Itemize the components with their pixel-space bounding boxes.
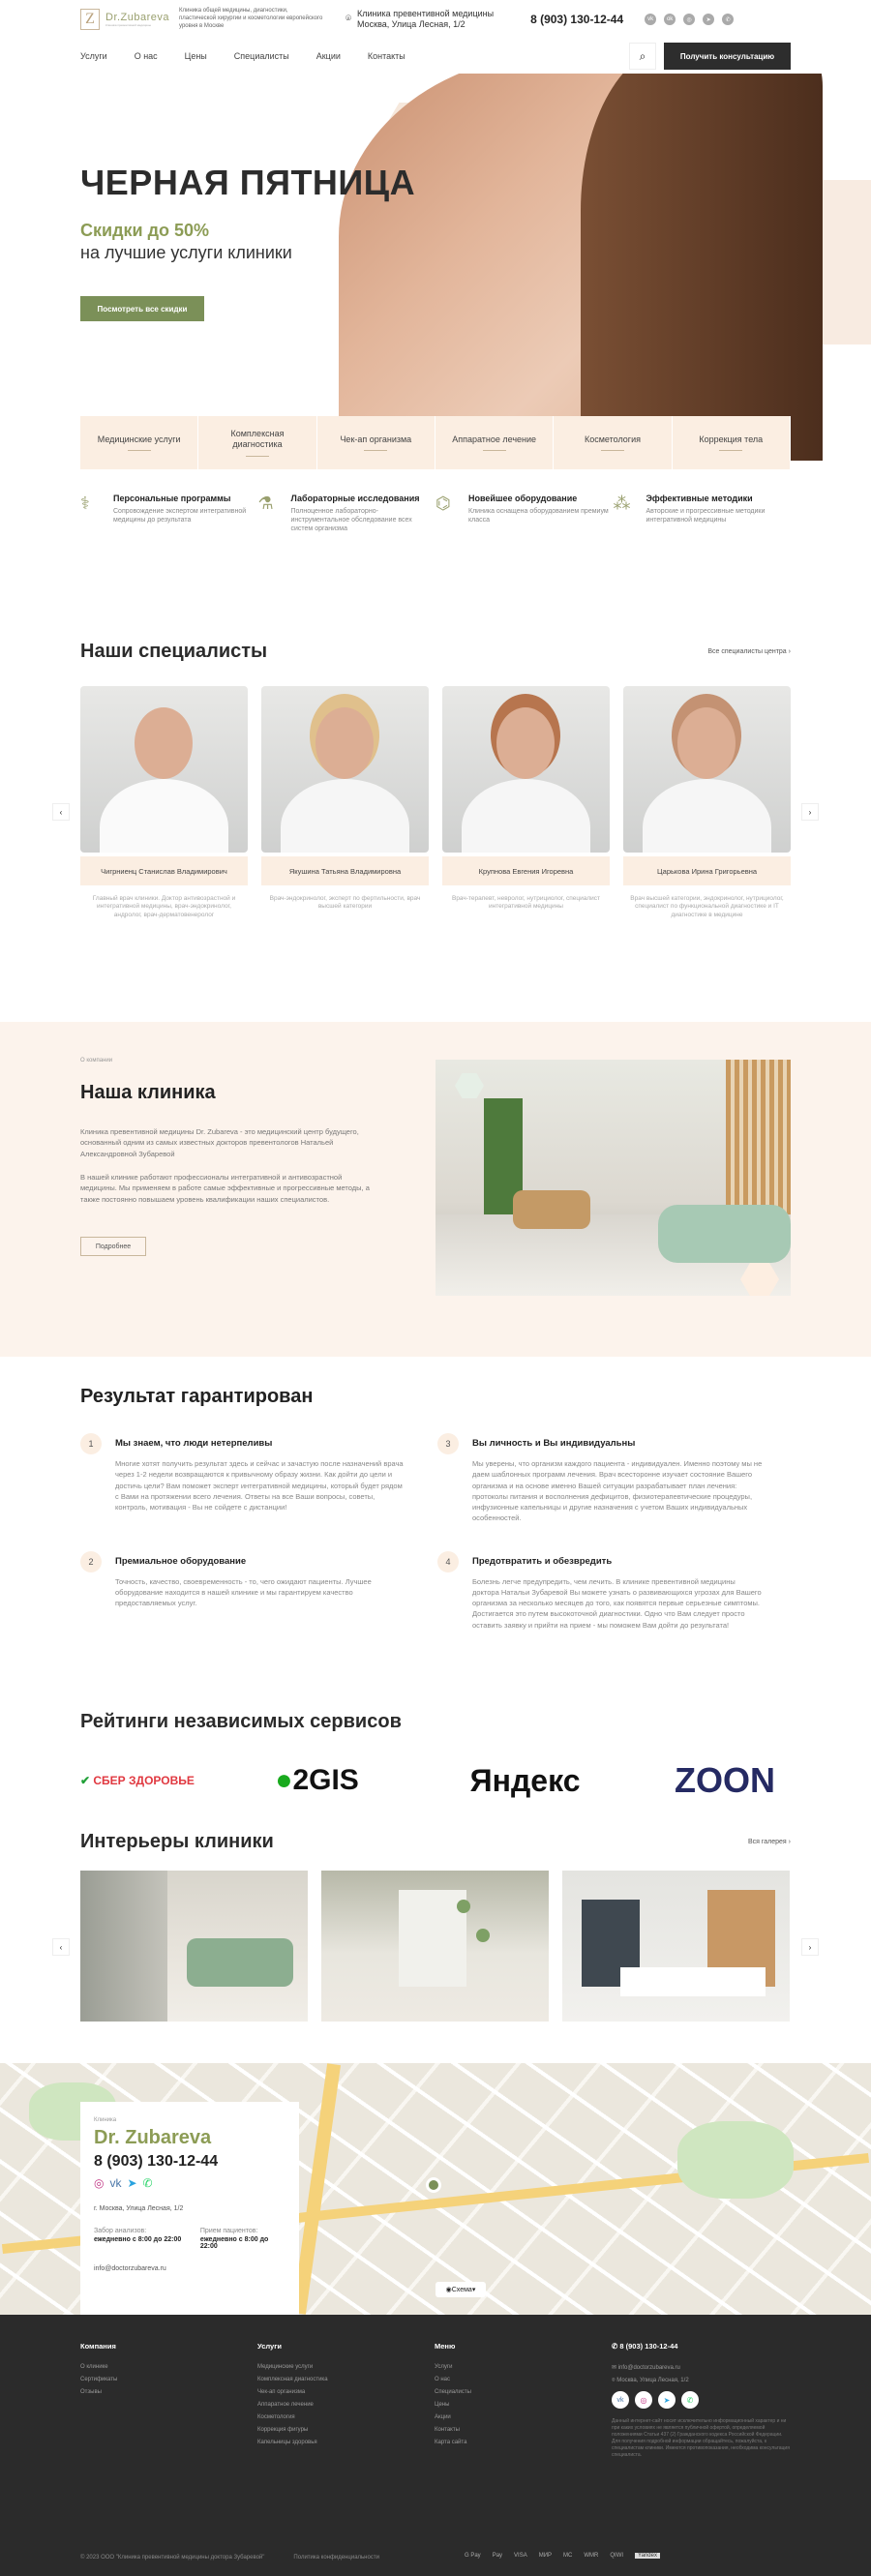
- ratings-title: Рейтинги независимых сервисов: [80, 1711, 402, 1732]
- tile-cosmetology[interactable]: Косметология: [554, 416, 672, 469]
- map-marker-icon[interactable]: [426, 2177, 441, 2193]
- footer: [0, 2315, 871, 2576]
- specialist-desc: Главный врач клиники. Доктор антивозрастной и интегративной медицины, врач-эндокринолог, андролог, врач-дерматовенеролог: [92, 895, 236, 918]
- header: [0, 0, 871, 39]
- feature-item: ⚗ Лабораторные исследования Полноценное лабораторно-инструментальное обследование всех систем организма: [257, 494, 420, 533]
- footer-link[interactable]: Карта сайта: [435, 2440, 467, 2445]
- footer-link[interactable]: Чек-ап организма: [257, 2389, 306, 2395]
- footer-link[interactable]: Специалисты: [435, 2389, 471, 2395]
- contact-pre: Клиника: [94, 2117, 117, 2123]
- nav-services[interactable]: Услуги: [80, 51, 107, 61]
- service-tiles: [80, 416, 791, 469]
- ratings-section: [0, 1676, 871, 1831]
- webmoney-icon: WMR: [584, 2553, 599, 2559]
- interior-photo[interactable]: [321, 1871, 549, 2022]
- features: [0, 461, 871, 577]
- logo-tagline: Клиника превентивной медицины: [105, 23, 152, 27]
- hero-discounts-button[interactable]: Посмотреть все скидки: [80, 296, 204, 321]
- about-title: Наша клиника: [80, 1082, 216, 1103]
- 2gis-logo[interactable]: ●2GIS: [275, 1764, 359, 1796]
- address-line1: Клиника превентивной медицины: [357, 9, 495, 19]
- footer-link[interactable]: Услуги: [435, 2364, 453, 2370]
- instagram-icon[interactable]: ◎: [683, 14, 695, 25]
- about-text2: В нашей клинике работают профессионалы интегративной и антивозрастной медицины. Мы применяем в работе самые эффективные и прогрессивные методы, а также постоянно повышаем уровень квалификации наших специалистов.: [80, 1173, 370, 1204]
- specialist-card[interactable]: [261, 686, 429, 919]
- footer-link[interactable]: Акции: [435, 2414, 451, 2420]
- map[interactable]: [0, 2063, 871, 2315]
- footer-link[interactable]: Комплексная диагностика: [257, 2377, 328, 2382]
- hero-subtitle2: на лучшие услуги клиники: [80, 243, 292, 262]
- result-item: 1 Мы знаем, что люди нетерпеливы Многие хотят получить результат здесь и сейчас и зачастую после назначений врача через 1-2 недели возвращаются к привычному образу жизни. Как дойти до цели и достичь цели? Вам поможет эксперт интегративной медицины, который будет рядом с Вами на протяжении всего лечения. Ответы на все Ваши вопросы, советы, контроль, мотивация - Вы не сойдете с дистанции!: [80, 1433, 434, 1524]
- molecule-icon: ⁂: [613, 494, 631, 513]
- nav-contacts[interactable]: Контакты: [367, 51, 405, 61]
- logo-name: Dr.Zubareva: [105, 12, 170, 23]
- all-specialists-link[interactable]: Все специалисты центра ›: [707, 648, 791, 655]
- interiors-section: [0, 1831, 871, 2063]
- specialist-card[interactable]: [442, 686, 610, 919]
- specialist-name: Якушина Татьяна Владимировна: [261, 856, 429, 885]
- footer-address: ⌾ Москва, Улица Лесная, 1/2: [612, 2378, 689, 2383]
- footer-disclaimer: Данный интернет-сайт носит исключительно информационный характер и ни при каких условиях не является публичной офертой, определяемой положениями Статьи 437 (2) Гражданского кодекса Российской Федерации. Для получения подробной информации обращайтесь, пожалуйста, к специалистам клиники. Имеются противопоказания, необходима консультация специалиста.: [612, 2418, 790, 2458]
- zoon-logo[interactable]: ZOON: [674, 1760, 775, 1800]
- specialist-name: Крупнова Евгения Игоревна: [442, 856, 610, 885]
- logo-mark-icon: Z: [80, 9, 100, 30]
- consultation-button[interactable]: Получить консультацию: [664, 43, 791, 70]
- contact-email[interactable]: info@doctorzubareva.ru: [94, 2265, 166, 2272]
- interior-photo[interactable]: [562, 1871, 790, 2022]
- vk-icon[interactable]: vk: [109, 2176, 122, 2190]
- specialist-desc: Врач-терапевт, невролог, нутрициолог, специалист интегративной медицины: [451, 895, 600, 911]
- location-pin-icon: ⌾: [345, 14, 352, 24]
- mir-icon: МИР: [538, 2553, 553, 2559]
- feature-item: ⌬ Новейшее оборудование Клиника оснащена оборудованием премиум класса: [436, 494, 609, 524]
- doctor-icon: ⚕: [80, 494, 90, 513]
- nav-promos[interactable]: Акции: [315, 51, 341, 61]
- telegram-icon[interactable]: ➤: [658, 2391, 676, 2409]
- nav-specialists[interactable]: Специалисты: [233, 51, 289, 61]
- chevron-right-icon: ›: [808, 807, 812, 817]
- hours-value: ежедневно с 8:00 до 22:00: [199, 2236, 269, 2250]
- about-more-button[interactable]: Подробнее: [80, 1237, 146, 1256]
- tile-body[interactable]: Коррекция тела: [673, 416, 791, 469]
- vk-icon[interactable]: vk: [645, 14, 656, 25]
- result-item: 4 Предотвратить и обезвредить Болезнь легче предупредить, чем лечить. В клинике превентивной медицины доктора Натальи Зубаревой Вы можете узнать о развивающихся угрозах для Вашего организма за несколько месяцев до того, как появятся первые серьезные симптомы. Достигается это путем высокоточной диагностики. Одно что Вам следует просто оставить заявку и прийти на прием - мы поможем Вам дойти до результата!: [437, 1551, 791, 1631]
- carousel-next-button[interactable]: [801, 803, 819, 821]
- footer-col-title: Услуги: [257, 2342, 282, 2351]
- hero-banner: [0, 74, 871, 461]
- about-pre: О компании: [80, 1058, 113, 1063]
- interior-photo[interactable]: [80, 1871, 308, 2022]
- sber-logo[interactable]: ✔ СБЕР ЗДОРОВЬЕ: [80, 1774, 195, 1787]
- instagram-icon[interactable]: ◎: [94, 2176, 105, 2190]
- yandex-logo[interactable]: Яндекс: [469, 1762, 581, 1798]
- footer-col-title: Меню: [435, 2342, 456, 2351]
- specialist-photo: [80, 686, 248, 853]
- footer-socials: [612, 2391, 791, 2409]
- about-clinic: [0, 1022, 871, 1357]
- header-socials: [645, 14, 734, 25]
- contact-phone[interactable]: 8 (903) 130-12-44: [94, 2153, 219, 2170]
- payment-methods: [465, 2553, 660, 2559]
- ok-icon[interactable]: ok: [664, 14, 676, 25]
- hero-title: ЧЕРНАЯ ПЯТНИЦА: [80, 163, 416, 202]
- applepay-icon: Pay: [492, 2553, 503, 2559]
- clinic-photo: [436, 1060, 791, 1296]
- tile-checkup[interactable]: Чек-ап организма: [317, 416, 436, 469]
- gpay-icon: G Pay: [465, 2553, 481, 2559]
- contact-name: Dr. Zubareva: [94, 2127, 212, 2148]
- footer-link[interactable]: Отзывы: [80, 2389, 102, 2395]
- contact-address: г. Москва, Улица Лесная, 1/2: [94, 2205, 184, 2212]
- chevron-left-icon: ‹: [59, 1942, 63, 1952]
- gallery-next-button[interactable]: [801, 1938, 819, 1956]
- hours-value: ежедневно с 8:00 до 22:00: [94, 2236, 182, 2243]
- tile-medical[interactable]: Медицинские услуги: [80, 416, 198, 469]
- tile-hardware[interactable]: Аппаратное лечение: [436, 416, 554, 469]
- result-item: 2 Премиальное оборудование Точность, качество, своевременность - то, чего ожидают пациенты. Лучшее оборудование находится в нашей клинике и мы гарантируем качество предоставляемых услуг.: [80, 1551, 434, 1631]
- gallery-link[interactable]: Вся галерея ›: [747, 1839, 791, 1845]
- results-section: [0, 1357, 871, 1676]
- specialist-photo: [442, 686, 610, 853]
- footer-phone[interactable]: ✆ 8 (903) 130-12-44: [612, 2342, 678, 2351]
- header-phone[interactable]: 8 (903) 130-12-44: [530, 13, 624, 26]
- nav-prices[interactable]: Цены: [184, 51, 207, 61]
- footer-col-title: Компания: [80, 2342, 116, 2351]
- footer-link[interactable]: Медицинские услуги: [257, 2364, 314, 2370]
- specialist-desc: Врач-эндокринолог, эксперт по фертильности, врач высшей категории: [269, 895, 421, 911]
- footer-link[interactable]: Аппаратное лечение: [257, 2402, 314, 2408]
- contact-card: [80, 2102, 299, 2315]
- nav-about[interactable]: О нас: [134, 51, 158, 61]
- qiwi-icon: QIWI: [610, 2553, 624, 2559]
- header-address: [345, 9, 494, 30]
- visa-icon: VISA: [514, 2553, 527, 2559]
- hero-subtitle: Скидки до 50%: [80, 221, 210, 240]
- main-nav: [0, 39, 871, 74]
- result-item: 3 Вы личность и Вы индивидуальны Мы уверены, что организм каждого пациента - индивидуален. Именно поэтому мы не даем шаблонных программ лечения. Врач всесторонне изучает состояние Вашего организма и на основе именно Вашей ситуации разрабатывает план лечения: протоколы питания и восполнения дефицитов, физиотерапевтические процедуры, инфузионные капельницы и другие назначения с учетом Ваших индивидуальных особенностей.: [437, 1433, 791, 1524]
- footer-link[interactable]: Контакты: [435, 2427, 460, 2433]
- specialist-name: Чигрниенц Станислав Владимирович: [80, 856, 248, 885]
- telegram-icon[interactable]: ➤: [127, 2176, 137, 2190]
- instagram-icon[interactable]: ◎: [635, 2391, 652, 2409]
- footer-link[interactable]: Коррекция фигуры: [257, 2427, 309, 2433]
- specialist-desc: Врач высшей категории, эндокринолог, нутрициолог, специалист по функциональной диагностике и IT диагностике в медицине: [630, 895, 784, 918]
- specialists-carousel: [0, 686, 871, 919]
- whatsapp-icon[interactable]: ✆: [681, 2391, 699, 2409]
- copyright: © 2023 ООО "Клиника превентивной медицины доктора Зубаревой": [80, 2555, 265, 2561]
- hours-label: Прием пациентов:: [199, 2228, 258, 2234]
- chevron-right-icon: ›: [808, 1942, 812, 1952]
- yandex-pay-icon: Yandex: [635, 2553, 660, 2559]
- specialist-card[interactable]: [80, 686, 248, 919]
- specialist-card[interactable]: [623, 686, 791, 919]
- vk-icon[interactable]: vk: [612, 2391, 629, 2409]
- footer-link[interactable]: Капельницы здоровья: [257, 2440, 317, 2445]
- interiors-title: Интерьеры клиники: [80, 1831, 274, 1852]
- feature-item: ⚕ Персональные программы Сопровождение экспертом интегративной медицины до результата: [80, 494, 247, 524]
- footer-link[interactable]: Сертификаты: [80, 2377, 118, 2382]
- specialists-title: Наши специалисты: [80, 641, 268, 662]
- hero-model-hair: [581, 74, 823, 461]
- specialist-photo: [623, 686, 791, 853]
- mastercard-icon: MC: [563, 2553, 573, 2559]
- search-icon: ⌕: [639, 48, 646, 63]
- microscope-icon: ⌬: [436, 494, 451, 513]
- carousel-prev-button[interactable]: [52, 803, 70, 821]
- footer-link[interactable]: О клинике: [80, 2364, 108, 2370]
- specialist-photo: [261, 686, 429, 853]
- whatsapp-icon[interactable]: ✆: [722, 14, 734, 25]
- contact-socials: [94, 2176, 285, 2190]
- feature-item: ⁂ Эффективные методики Авторские и прогрессивные методики интегративной медицины: [613, 494, 766, 524]
- footer-link[interactable]: О нас: [435, 2377, 450, 2382]
- telegram-icon[interactable]: ➤: [703, 14, 714, 25]
- hours-label: Забор анализов:: [94, 2228, 147, 2234]
- footer-link[interactable]: Косметология: [257, 2414, 295, 2420]
- test-tube-icon: ⚗: [257, 494, 274, 513]
- address-line2: Москва, Улица Лесная, 1/2: [357, 19, 466, 29]
- whatsapp-icon[interactable]: ✆: [142, 2176, 153, 2190]
- header-tagline: Клиника общей медицины, диагностики, пластической хирургии и косметологии европейского уровня в Москве: [179, 8, 323, 29]
- search-button[interactable]: [629, 43, 656, 70]
- footer-email[interactable]: ✉ info@doctorzubareva.ru: [612, 2365, 680, 2371]
- gallery-prev-button[interactable]: [52, 1938, 70, 1956]
- specialist-name: Царькова Ирина Григорьевна: [623, 856, 791, 885]
- footer-link[interactable]: Цены: [435, 2402, 450, 2408]
- privacy-link[interactable]: Политика конфиденциальности: [293, 2555, 379, 2561]
- results-title: Результат гарантирован: [80, 1386, 314, 1407]
- logo[interactable]: [80, 9, 169, 30]
- map-scheme-button[interactable]: ◉ Схема ▾: [436, 2282, 486, 2297]
- about-text1: Клиника превентивной медицины Dr. Zubareva - это медицинский центр будущего, основанный одним из самых известных докторов превентологов Натальей Александровной Зубаревой: [80, 1127, 359, 1158]
- tile-diagnostics[interactable]: Комплексная диагностика: [198, 416, 316, 469]
- chevron-left-icon: ‹: [59, 807, 63, 817]
